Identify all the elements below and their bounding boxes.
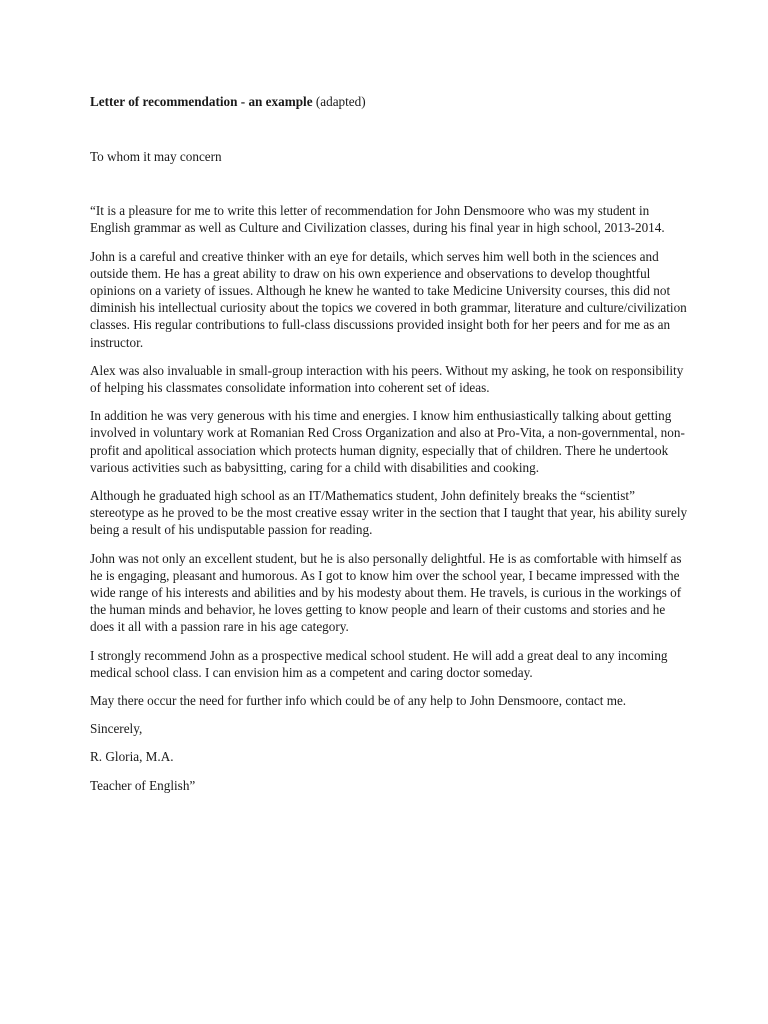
paragraph-creativity: Although he graduated high school as an IT/Mathematics student, John definitely breaks the “scientist” stereotype as he proved to be the most creative essay writer in the section that I taught that year, his ability surely being a result of his undisputable passion for reading. [90,488,688,538]
signature-title: Teacher of English” [90,777,196,793]
paragraph-personality: John was not only an excellent student, but he is also personally delightful. He is as comfortable with himself as he is engaging, pleasant and humorous. As I got to know him over the school year, I became impressed with the wide range of his interests and abilities and by his modesty about them. He travels, is curious in the workings of the human minds and behavior, he loves getting to know people and learn of their customs and stories and he does it all with a passion rare in his age category. [90,550,682,635]
paragraph-group-work: Alex was also invaluable in small-group interaction with his peers. Without my asking, he took on responsibility of helping his classmates consolidate information into coherent set of ideas. [90,362,684,396]
closing: Sincerely, [90,721,143,737]
document-title [90,93,690,110]
letter-page [90,93,690,805]
paragraph-recommendation: I strongly recommend John as a prospective medical school student. He will add a great deal to any incoming medical school class. I can envision him as a competent and caring doctor someday. [90,647,668,680]
salutation: To whom it may concern [90,149,222,164]
paragraph-opening: “It is a pleasure for me to write this letter of recommendation for John Densmoore who was my student in English grammar as well as Culture and Civilization classes, during his final year in high school, 2013-2014. [90,203,665,236]
paragraph-contact: May there occur the need for further info which could be of any help to John Densmoore, contact me. [90,693,627,709]
title-bold-text: Letter of recommendation - an example [90,94,313,109]
paragraph-volunteering: In addition he was very generous with his time and energies. I know him enthusiastically talking about getting involved in voluntary work at Romanian Red Cross Organization and also at Pro-Vita, a non-governmental, non-profit and apolitical association which protects human dignity, especially that of children. There he undertook various activities such as babysitting, caring for a child with disabilities and cooking. [90,408,685,475]
paragraph-thinker: John is a careful and creative thinker with an eye for details, which serves him well both in the sciences and outside them. He has a great ability to draw on his own experience and observations to develop thoughtful opinions on a variety of issues. Although he knew he wanted to take Medicine University courses, this did not diminish his intellectual curiosity about the topics we covered in both grammar, literature and culture/civilization classes. His regular contributions to full-class discussions provided insight both for her peers and for me as an instructor. [90,248,687,350]
signature-name: R. Gloria, M.A. [90,749,174,765]
title-suffix-text: (adapted) [312,94,366,109]
